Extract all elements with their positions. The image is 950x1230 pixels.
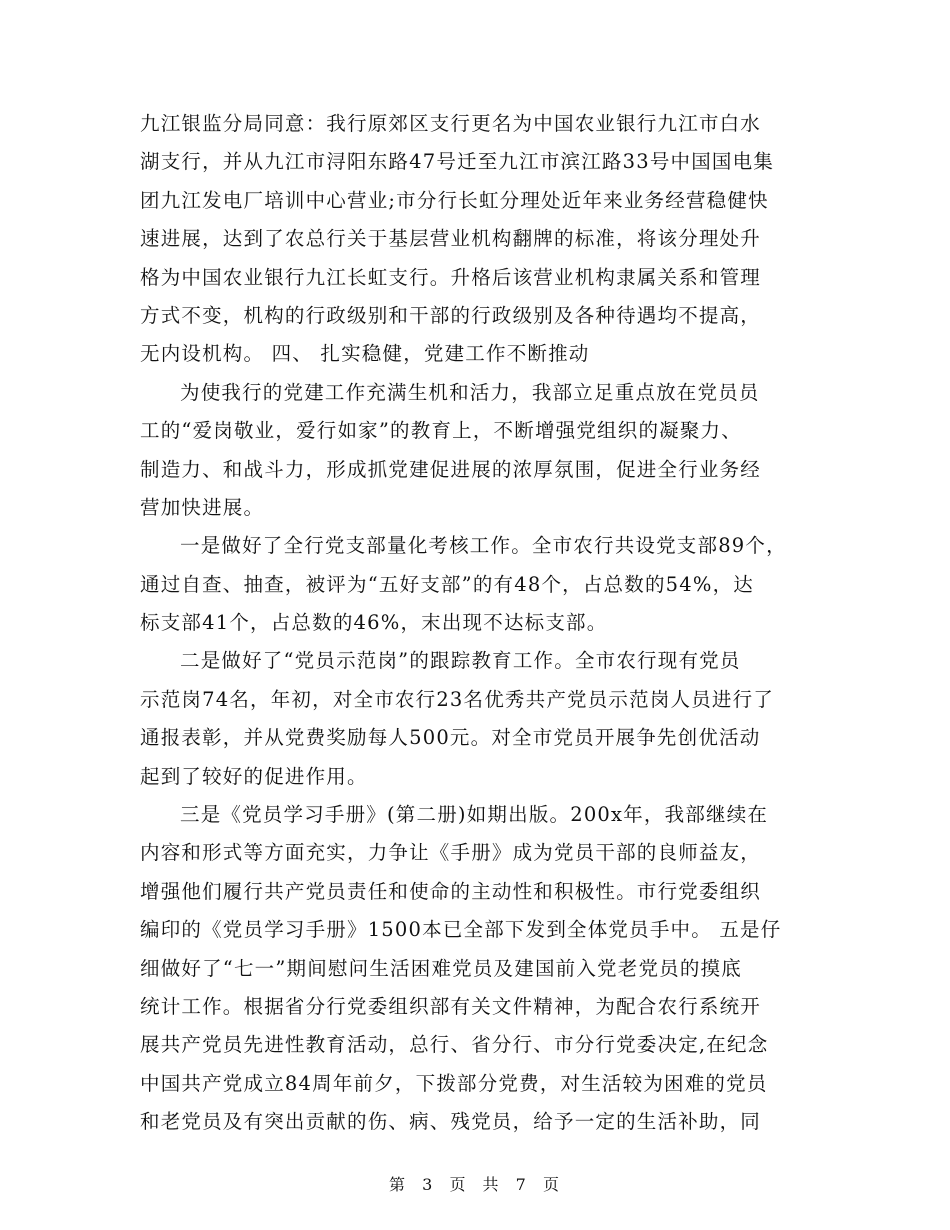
footer-total-pages: 7	[515, 1175, 528, 1194]
footer-prefix: 第	[389, 1175, 408, 1194]
text-line: 工的“爱岗敬业，爱行如家”的教育上，不断增强党组织的凝聚力、	[140, 419, 742, 443]
text-line: 方式不变，机构的行政级别和干部的行政级别及各种待遇均不提高，	[140, 303, 762, 327]
page-footer	[0, 1172, 950, 1195]
text-line: 起到了较好的促进作用。	[140, 764, 368, 788]
text-line: 统计工作。根据省分行党委组织部有关文件精神，为配合农行系统开	[140, 994, 762, 1018]
footer-suffix: 页	[542, 1175, 561, 1194]
text-line: 通报表彰，并从党费奖励每人500元。对全市党员开展争先创优活动	[140, 726, 761, 750]
footer-current-page: 3	[422, 1175, 435, 1194]
text-line: 二是做好了“党员示范岗”的跟踪教育工作。全市农行现有党员	[180, 649, 741, 673]
footer-page-word: 页	[449, 1175, 468, 1194]
text-line: 增强他们履行共产党员责任和使命的主动性和积极性。市行党委组织	[140, 879, 762, 903]
text-line: 编印的《党员学习手册》1500本已全部下发到全体党员手中。 五是仔	[140, 918, 782, 942]
text-line: 示范岗74名，年初，对全市农行23名优秀共产党员示范岗人员进行了	[140, 687, 775, 711]
text-line: 九江银监分局同意：我行原郊区支行更名为中国农业银行九江市白水	[140, 112, 762, 135]
text-line: 制造力、和战斗力，形成抓党建促进展的浓厚氛围，促进全行业务经	[140, 457, 762, 481]
text-line: 通过自查、抽查，被评为“五好支部”的有48个，占总数的54%，达	[140, 572, 754, 596]
text-line: 细做好了“七一”期间慰问生活困难党员及建国前入党老党员的摸底	[140, 956, 742, 980]
text-line: 展共产党员先进性教育活动，总行、省分行、市分行党委决定,在纪念	[140, 1033, 769, 1057]
text-line: 无内设机构。 四、 扎实稳健，党建工作不断推动	[140, 342, 590, 366]
text-line: 速进展，达到了农总行关于基层营业机构翻牌的标准，将该分理处升	[140, 227, 762, 251]
text-line: 湖支行，并从九江市浔阳东路47号迁至九江市滨江路33号中国国电集	[140, 150, 775, 174]
footer-total-word: 共	[482, 1175, 501, 1194]
document-body	[140, 105, 830, 1142]
text-line: 和老党员及有突出贡献的伤、病、残党员，给予一定的生活补助，同	[140, 1110, 762, 1134]
text-line: 一是做好了全行党支部量化考核工作。全市农行共设党支部89个，	[180, 534, 787, 558]
text-line: 为使我行的党建工作充满生机和活力，我部立足重点放在党员员	[180, 380, 760, 404]
text-line: 内容和形式等方面充实，力争让《手册》成为党员干部的良师益友，	[140, 841, 762, 865]
text-line: 营加快进展。	[140, 495, 265, 519]
text-line: 三是《党员学习手册》(第二册)如期出版。200x年，我部继续在	[180, 803, 769, 827]
text-line: 标支部41个，占总数的46%，末出现不达标支部。	[140, 611, 608, 635]
text-line: 团九江发电厂培训中心营业;市分行长虹分理处近年来业务经营稳健快	[140, 188, 769, 212]
text-line: 格为中国农业银行九江长虹支行。升格后该营业机构隶属关系和管理	[140, 265, 762, 289]
text-line: 中国共产党成立84周年前夕，下拨部分党费，对生活较为困难的党员	[140, 1071, 768, 1095]
